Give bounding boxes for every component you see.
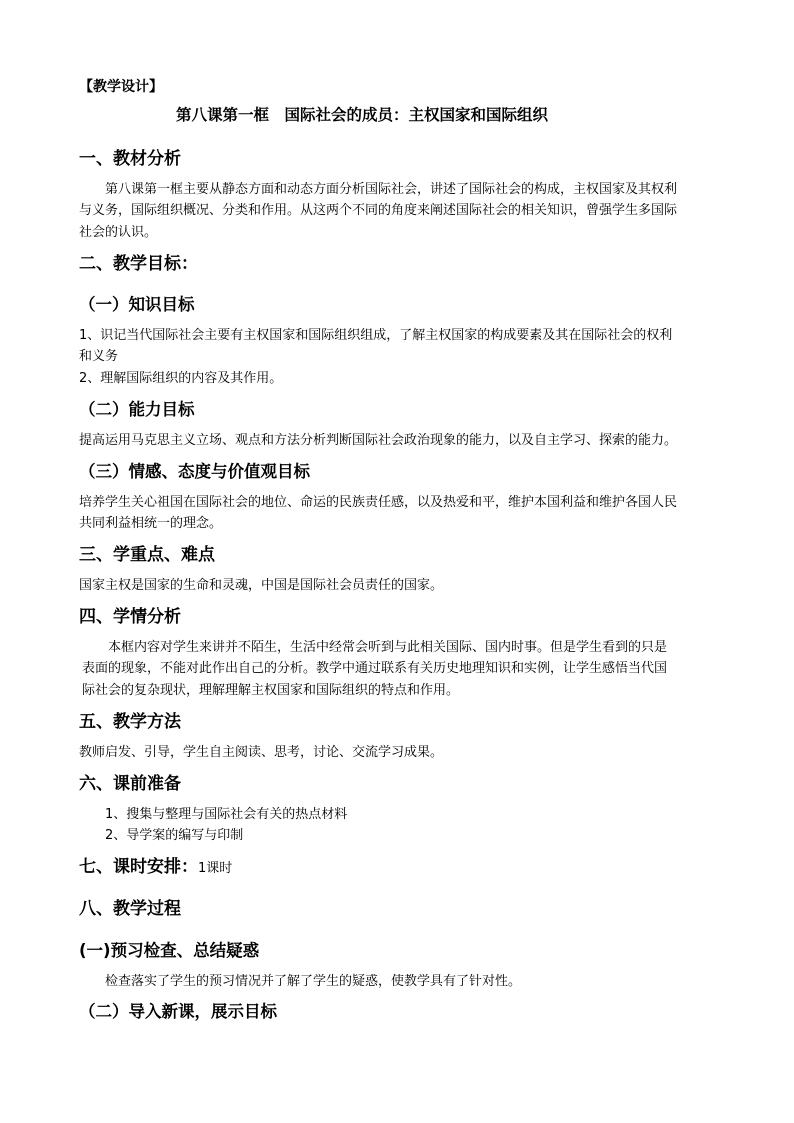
paragraph-line: 国家主权是国家的生命和灵魂，中国是国际社会员责任的国家。 <box>79 578 444 593</box>
subsection-heading-ability-goals: （二）能力目标 <box>79 400 195 419</box>
paragraph-line: 教师启发、引导，学生自主阅读、思考，讨论、交流学习成果。 <box>79 745 444 760</box>
paragraph-line: 提高运用马克思主义立场、观点和方法分析判断国际社会政治现象的能力，以及自主学习、探索的能力。 <box>79 433 678 448</box>
paragraph-line: 检查落实了学生的预习情况并了解了学生的疑惑，使教学具有了针对性。 <box>105 974 522 989</box>
subsection-heading-value-goals: （三）情感、态度与价值观目标 <box>79 462 310 481</box>
schedule-value: 1课时 <box>198 861 233 876</box>
paragraph-line: 第八课第一框主要从静态方面和动态方面分析国际社会，讲述了国际社会的构成，主权国家及其权利 <box>105 182 678 197</box>
paragraph-line: 2、理解国际组织的内容及其作用。 <box>79 371 283 386</box>
paragraph-line: 表面的现象，不能对此作出自己的分析。教学中通过联系有关历史地理知识和实例，让学生感悟当代国 <box>82 661 668 676</box>
paragraph-line: 培养学生关心祖国在国际社会的地位、命运的民族责任感，以及热爱和平，维护本国利益和维护各国人民 <box>79 495 678 510</box>
paragraph-line: 1、识记当代国际社会主要有主权国家和国际组织组成，了解主权国家的构成要素及其在国际社会的权利 <box>79 328 673 343</box>
subsection-heading-preview-check: (一)预习检查、总结疑惑 <box>79 941 260 960</box>
section-heading-teaching-process: 八、教学过程 <box>79 899 181 919</box>
list-item: 1、搜集与整理与国际社会有关的热点材料 <box>105 807 348 822</box>
section-heading-teaching-methods: 五、教学方法 <box>79 712 181 732</box>
paragraph-line: 社会的认识。 <box>79 225 158 240</box>
section-heading-teaching-goals: 二、教学目标： <box>79 254 198 274</box>
section-heading-textbook-analysis: 一、教材分析 <box>79 149 181 169</box>
section-heading-key-points: 三、学重点、难点 <box>79 545 215 565</box>
paragraph-line: 共同利益相统一的理念。 <box>79 516 223 531</box>
section-heading-preparation: 六、课前准备 <box>79 774 181 794</box>
subsection-heading-knowledge-goals: （一）知识目标 <box>79 295 195 314</box>
lesson-title: 第八课第一框 国际社会的成员：主权国家和国际组织 <box>176 106 549 124</box>
section-heading-schedule <box>79 859 232 876</box>
paragraph-line: 际社会的复杂现状，理解理解主权国家和国际组织的特点和作用。 <box>82 683 460 698</box>
subsection-heading-introduction: （二）导入新课，展示目标 <box>79 1002 277 1021</box>
design-tag: 【教学设计】 <box>79 79 163 95</box>
section-heading-student-analysis: 四、学情分析 <box>79 607 181 627</box>
schedule-label: 七、课时安排： <box>79 857 198 877</box>
paragraph-line: 和义务 <box>79 349 119 364</box>
paragraph-line: 与义务，国际组织概况、分类和作用。从这两个不同的角度来阐述国际社会的相关知识，曾强学生多国际 <box>79 203 678 218</box>
paragraph-line: 本框内容对学生来讲并不陌生，生活中经常会听到与此相关国际、国内时事。但是学生看到的只是 <box>108 640 668 655</box>
list-item: 2、导学案的编写与印制 <box>105 828 244 843</box>
